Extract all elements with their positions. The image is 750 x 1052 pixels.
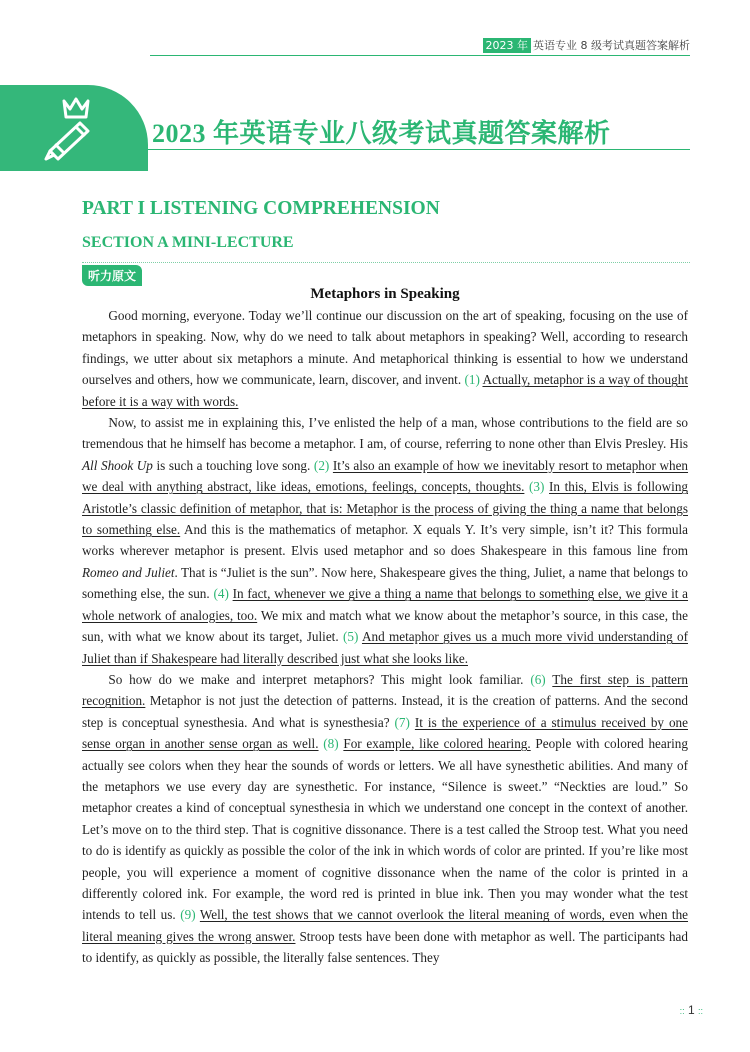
answer-sentence: The first step is pattern recognition. [82,671,688,709]
section-heading: SECTION A MINI-LECTURE [82,234,294,251]
answer-sentence: And metaphor gives us a much more vivid understanding of Juliet than if Shakespeare had literally described just what she looks like. [82,629,688,666]
page-title: 2023 年英语专业八级考试真题答案解析 [152,119,611,148]
pencil-crown-icon [36,95,116,161]
article-title: Metaphors in Speaking [310,286,460,302]
paragraph-3: So how do we make and interpret metaphors? This might look familiar. (6) The first step is pattern recognition. Metaphor is not just the detection of patterns. Instead, it is the creation of patterns. And the second step is conceptual synesthesia. And what is synesthesia? (7) It is the experience of a stimulus received by one sense organ in another sense organ as well. (8) For example, like colored hearing. People with colored hearing actually see colors when they hear the sounds of words or letters. We all have synesthetic abilities. And many of the metaphors we use every day are synesthetic. For instance, “Silence is sweet.” “Neckties are loud.” So metaphor creates a kind of conceptual synesthesia in which we understand one concept in the context of another. Let’s move on to the third step. That is cognitive dissonance. There is a test called the Stroop test. What you need to do is identify as quickly as possible the color of the ink in which words of color are printed. If you’re like most people, you will experience a moment of cognitive dissonance when the name of the color is printed in a differently colored ink. For example, the word red is printed in blue ink. Then you may wonder what the test intends to tell us. (9) Well, the test shows that we cannot overlook the literal meaning of words, even when the literal meaning gives the wrong answer. Stroop tests have been done with metaphor as well. The participants had to identify, as quickly as possible, the literally false sentences. They [82,671,689,966]
question-number: (7) [394,714,410,730]
question-number: (9) [180,907,196,923]
answer-sentence: For example, like colored hearing. [343,736,531,752]
transcript-tag: 听力原文 [82,265,142,286]
answer-sentence: In fact, whenever we give a thing a name that belongs to something else, we give it a whole network of analogies, too. [82,586,689,623]
song-title: All Shook Up [82,457,153,473]
transcript-body [82,305,688,969]
question-number: (4) [213,586,229,602]
answer-sentence: It is the experience of a stimulus received by one sense organ in another sense organ as well. [82,714,689,752]
question-number: (2) [313,457,330,473]
dotted-divider [82,262,690,263]
question-number: (5) [342,629,359,645]
question-number: (1) [464,372,480,388]
answer-sentence: Actually, metaphor is a way of thought before it is a way with words. [82,372,688,409]
answer-sentence: In this, Elvis is following Aristotle’s classic definition of metaphor, that is: Metaphor is the process of giving the thing a name that belongs to something else. [82,479,689,538]
answer-sentence: Well, the test shows that we cannot overlook the literal meaning of words, even when the literal meaning gives the wrong answer. [82,907,689,944]
title-rule [148,149,690,150]
question-number: (8) [323,736,339,752]
header-rule [150,55,690,56]
question-number: (6) [530,671,546,687]
year-badge: 2023 年 [483,38,532,53]
page-number: :: 1 :: [679,1003,703,1017]
question-number: (3) [529,479,545,495]
part-heading: PART I LISTENING COMPREHENSION [82,198,440,219]
paragraph-1: Good morning, everyone. Today we’ll continue our discussion on the art of speaking, focusing on the use of metaphors in speaking. Now, why do we need to talk about metaphors in speaking? Well, according to research findings, we utter about six metaphors a minute. And metaphorical thinking is essential to how we understand ourselves and others, how we communicate, learn, discover, and invent. (1) Actually, metaphor is a way of thought before it is a way with words. [82,308,688,409]
play-title: Romeo and Juliet [82,564,175,580]
title-banner [0,85,148,171]
paragraph-2: Now, to assist me in explaining this, I’ve enlisted the help of a man, whose contributions to the field are so tremendous that he himself has become a metaphor. I am, of course, referring to none other than Elvis Presley. His All Shook Up is such a touching love song. (2) It’s also an example of how we inevitably resort to metaphor when we deal with anything abstract, like ideas, emotions, feelings, concepts, thoughts. (3) In this, Elvis is following Aristotle’s classic definition of metaphor, that is: Metaphor is the process of giving the thing a name that belongs to something else. And this is the mathematics of metaphor. X equals Y. It’s very simple, isn’t it? This formula works wherever metaphor is present. Elvis used metaphor and so does Shakespeare in this famous line from Romeo and Juliet. That is “Juliet is the sun”. Now here, Shakespeare gives the thing, Juliet, a name that belongs to something else, the sun. (4) In fact, whenever we give a thing a name that belongs to something else, we give it a whole network of analogies, too. We mix and match what we know about the metaphor’s source, in this case, the sun, with what we know about its target, Juliet. (5) And metaphor gives us a much more vivid understanding of Juliet than if Shakespeare had literally described just what she looks like. [82,415,689,666]
answer-sentence: It’s also an example of how we inevitably resort to metaphor when we deal with anything abstract, like ideas, emotions, feelings, concepts, thoughts. [82,457,689,495]
header-subtitle: 英语专业 8 级考试真题答案解析 [533,39,690,52]
running-header [483,37,691,53]
